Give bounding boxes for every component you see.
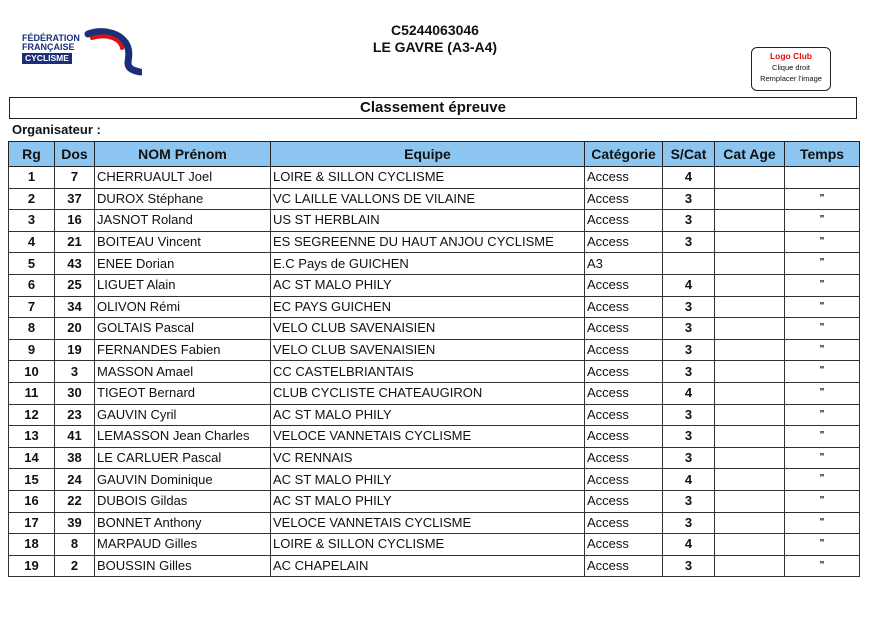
rider-name-cell: GOLTAIS Pascal <box>95 318 271 340</box>
bib-cell: 19 <box>55 339 95 361</box>
cat-age-cell <box>715 167 785 189</box>
time-cell: " <box>785 555 860 577</box>
cat-age-cell <box>715 188 785 210</box>
logo-line-1: FÉDÉRATION <box>22 33 80 43</box>
table-row <box>9 404 860 426</box>
subcategory-cell: 3 <box>663 188 715 210</box>
subcategory-cell: 3 <box>663 447 715 469</box>
rider-name-cell: BOUSSIN Gilles <box>95 555 271 577</box>
time-cell: " <box>785 253 860 275</box>
rank-cell: 11 <box>9 382 55 404</box>
table-row <box>9 490 860 512</box>
table-row <box>9 231 860 253</box>
time-cell <box>785 167 860 189</box>
club-logo-title: Logo Club <box>769 51 812 61</box>
club-logo-placeholder[interactable] <box>751 47 831 91</box>
time-cell: " <box>785 512 860 534</box>
team-cell: VELO CLUB SAVENAISIEN <box>271 318 585 340</box>
subcategory-cell: 3 <box>663 296 715 318</box>
table-row <box>9 512 860 534</box>
subcategory-cell: 3 <box>663 490 715 512</box>
subcategory-cell: 3 <box>663 339 715 361</box>
cat-age-cell <box>715 296 785 318</box>
subcategory-cell: 3 <box>663 426 715 448</box>
subcategory-cell: 4 <box>663 469 715 491</box>
rider-name-cell: GAUVIN Cyril <box>95 404 271 426</box>
table-row <box>9 296 860 318</box>
category-cell: Access <box>585 512 663 534</box>
section-title: Classement épreuve <box>9 97 857 119</box>
cat-age-cell <box>715 490 785 512</box>
time-cell: " <box>785 361 860 383</box>
rank-cell: 13 <box>9 426 55 448</box>
time-cell: " <box>785 231 860 253</box>
cat-age-cell <box>715 426 785 448</box>
rank-cell: 5 <box>9 253 55 275</box>
team-cell: CC CASTELBRIANTAIS <box>271 361 585 383</box>
rank-cell: 8 <box>9 318 55 340</box>
table-row <box>9 382 860 404</box>
team-cell: AC ST MALO PHILY <box>271 404 585 426</box>
club-logo-line-2: Remplacer l'image <box>760 74 822 83</box>
team-cell: E.C Pays de GUICHEN <box>271 253 585 275</box>
logo-line-3: CYCLISME <box>22 53 72 64</box>
category-cell: Access <box>585 447 663 469</box>
logo-line-2: FRANÇAISE <box>22 42 75 52</box>
table-row <box>9 188 860 210</box>
col-header-team: Equipe <box>271 142 585 167</box>
bib-cell: 7 <box>55 167 95 189</box>
table-row <box>9 339 860 361</box>
rider-name-cell: DUBOIS Gildas <box>95 490 271 512</box>
table-row <box>9 555 860 577</box>
rank-cell: 17 <box>9 512 55 534</box>
time-cell: " <box>785 382 860 404</box>
cat-age-cell <box>715 318 785 340</box>
team-cell: AC ST MALO PHILY <box>271 274 585 296</box>
category-cell: Access <box>585 469 663 491</box>
cat-age-cell <box>715 231 785 253</box>
table-row <box>9 469 860 491</box>
cat-age-cell <box>715 404 785 426</box>
bib-cell: 3 <box>55 361 95 383</box>
cat-age-cell <box>715 274 785 296</box>
team-cell: LOIRE & SILLON CYCLISME <box>271 534 585 556</box>
subcategory-cell: 4 <box>663 382 715 404</box>
rank-cell: 4 <box>9 231 55 253</box>
time-cell: " <box>785 404 860 426</box>
subcategory-cell: 3 <box>663 318 715 340</box>
rider-name-cell: LEMASSON Jean Charles <box>95 426 271 448</box>
rank-cell: 16 <box>9 490 55 512</box>
rider-name-cell: MASSON Amael <box>95 361 271 383</box>
category-cell: Access <box>585 555 663 577</box>
category-cell: Access <box>585 210 663 232</box>
time-cell: " <box>785 490 860 512</box>
cat-age-cell <box>715 512 785 534</box>
rider-name-cell: JASNOT Roland <box>95 210 271 232</box>
rank-cell: 15 <box>9 469 55 491</box>
team-cell: VELOCE VANNETAIS CYCLISME <box>271 512 585 534</box>
subcategory-cell <box>663 253 715 275</box>
team-cell: US ST HERBLAIN <box>271 210 585 232</box>
cat-age-cell <box>715 339 785 361</box>
time-cell: " <box>785 188 860 210</box>
subcategory-cell: 3 <box>663 361 715 383</box>
rank-cell: 1 <box>9 167 55 189</box>
cat-age-cell <box>715 534 785 556</box>
cat-age-cell <box>715 469 785 491</box>
category-cell: Access <box>585 404 663 426</box>
category-cell: Access <box>585 231 663 253</box>
bib-cell: 39 <box>55 512 95 534</box>
table-row <box>9 361 860 383</box>
col-header-dos: Dos <box>55 142 95 167</box>
document-id: C5244063046 <box>391 22 479 38</box>
time-cell: " <box>785 274 860 296</box>
rider-name-cell: BONNET Anthony <box>95 512 271 534</box>
rank-cell: 10 <box>9 361 55 383</box>
time-cell: " <box>785 210 860 232</box>
category-cell: Access <box>585 490 663 512</box>
bib-cell: 25 <box>55 274 95 296</box>
category-cell: Access <box>585 361 663 383</box>
subcategory-cell: 3 <box>663 512 715 534</box>
cat-age-cell <box>715 361 785 383</box>
organizer-label: Organisateur : <box>12 122 101 137</box>
cat-age-cell <box>715 382 785 404</box>
bib-cell: 30 <box>55 382 95 404</box>
subcategory-cell: 3 <box>663 404 715 426</box>
table-row <box>9 534 860 556</box>
bib-cell: 21 <box>55 231 95 253</box>
subcategory-cell: 3 <box>663 210 715 232</box>
rank-cell: 19 <box>9 555 55 577</box>
time-cell: " <box>785 296 860 318</box>
team-cell: EC PAYS GUICHEN <box>271 296 585 318</box>
table-row <box>9 426 860 448</box>
subcategory-cell: 4 <box>663 534 715 556</box>
cat-age-cell <box>715 555 785 577</box>
bib-cell: 16 <box>55 210 95 232</box>
team-cell: VELOCE VANNETAIS CYCLISME <box>271 426 585 448</box>
table-row <box>9 167 860 189</box>
club-logo-line-1: Clique droit <box>772 63 810 72</box>
rank-cell: 7 <box>9 296 55 318</box>
category-cell: Access <box>585 534 663 556</box>
rank-cell: 9 <box>9 339 55 361</box>
bib-cell: 22 <box>55 490 95 512</box>
rider-name-cell: LE CARLUER Pascal <box>95 447 271 469</box>
category-cell: Access <box>585 339 663 361</box>
rank-cell: 18 <box>9 534 55 556</box>
cat-age-cell <box>715 210 785 232</box>
results-body <box>9 167 860 577</box>
rider-name-cell: OLIVON Rémi <box>95 296 271 318</box>
team-cell: AC ST MALO PHILY <box>271 469 585 491</box>
subcategory-cell: 3 <box>663 555 715 577</box>
rider-name-cell: GAUVIN Dominique <box>95 469 271 491</box>
table-row <box>9 274 860 296</box>
team-cell: AC ST MALO PHILY <box>271 490 585 512</box>
rider-name-cell: DUROX Stéphane <box>95 188 271 210</box>
time-cell: " <box>785 426 860 448</box>
document-title: LE GAVRE (A3-A4) <box>372 39 498 55</box>
rider-name-cell: BOITEAU Vincent <box>95 231 271 253</box>
rider-name-cell: MARPAUD Gilles <box>95 534 271 556</box>
bib-cell: 43 <box>55 253 95 275</box>
rider-name-cell: ENEE Dorian <box>95 253 271 275</box>
table-row <box>9 210 860 232</box>
category-cell: Access <box>585 382 663 404</box>
cat-age-cell <box>715 253 785 275</box>
document-title-block <box>0 22 870 56</box>
category-cell: Access <box>585 318 663 340</box>
rider-name-cell: FERNANDES Fabien <box>95 339 271 361</box>
team-cell: ES SEGREENNE DU HAUT ANJOU CYCLISME <box>271 231 585 253</box>
cat-age-cell <box>715 447 785 469</box>
team-cell: VELO CLUB SAVENAISIEN <box>271 339 585 361</box>
time-cell: " <box>785 534 860 556</box>
category-cell: A3 <box>585 253 663 275</box>
table-row <box>9 253 860 275</box>
subcategory-cell: 3 <box>663 231 715 253</box>
category-cell: Access <box>585 296 663 318</box>
results-table <box>8 141 860 577</box>
time-cell: " <box>785 318 860 340</box>
category-cell: Access <box>585 188 663 210</box>
time-cell: " <box>785 339 860 361</box>
category-cell: Access <box>585 167 663 189</box>
rank-cell: 3 <box>9 210 55 232</box>
col-header-subcategory: S/Cat <box>663 142 715 167</box>
rider-name-cell: CHERRUAULT Joel <box>95 167 271 189</box>
team-cell: VC RENNAIS <box>271 447 585 469</box>
bib-cell: 37 <box>55 188 95 210</box>
rank-cell: 6 <box>9 274 55 296</box>
bib-cell: 20 <box>55 318 95 340</box>
col-header-time: Temps <box>785 142 860 167</box>
subcategory-cell: 4 <box>663 167 715 189</box>
team-cell: LOIRE & SILLON CYCLISME <box>271 167 585 189</box>
rank-cell: 14 <box>9 447 55 469</box>
time-cell: " <box>785 447 860 469</box>
col-header-cat-age: Cat Age <box>715 142 785 167</box>
rider-name-cell: TIGEOT Bernard <box>95 382 271 404</box>
table-row <box>9 447 860 469</box>
table-row <box>9 318 860 340</box>
bib-cell: 38 <box>55 447 95 469</box>
col-header-name: NOM Prénom <box>95 142 271 167</box>
time-cell: " <box>785 469 860 491</box>
col-header-category: Catégorie <box>585 142 663 167</box>
category-cell: Access <box>585 426 663 448</box>
table-header-row <box>9 142 860 167</box>
team-cell: VC LAILLE VALLONS DE VILAINE <box>271 188 585 210</box>
rank-cell: 2 <box>9 188 55 210</box>
category-cell: Access <box>585 274 663 296</box>
col-header-rg: Rg <box>9 142 55 167</box>
team-cell: AC CHAPELAIN <box>271 555 585 577</box>
team-cell: CLUB CYCLISTE CHATEAUGIRON <box>271 382 585 404</box>
subcategory-cell: 4 <box>663 274 715 296</box>
bib-cell: 34 <box>55 296 95 318</box>
bib-cell: 23 <box>55 404 95 426</box>
bib-cell: 2 <box>55 555 95 577</box>
bib-cell: 24 <box>55 469 95 491</box>
bib-cell: 8 <box>55 534 95 556</box>
bib-cell: 41 <box>55 426 95 448</box>
rank-cell: 12 <box>9 404 55 426</box>
rider-name-cell: LIGUET Alain <box>95 274 271 296</box>
